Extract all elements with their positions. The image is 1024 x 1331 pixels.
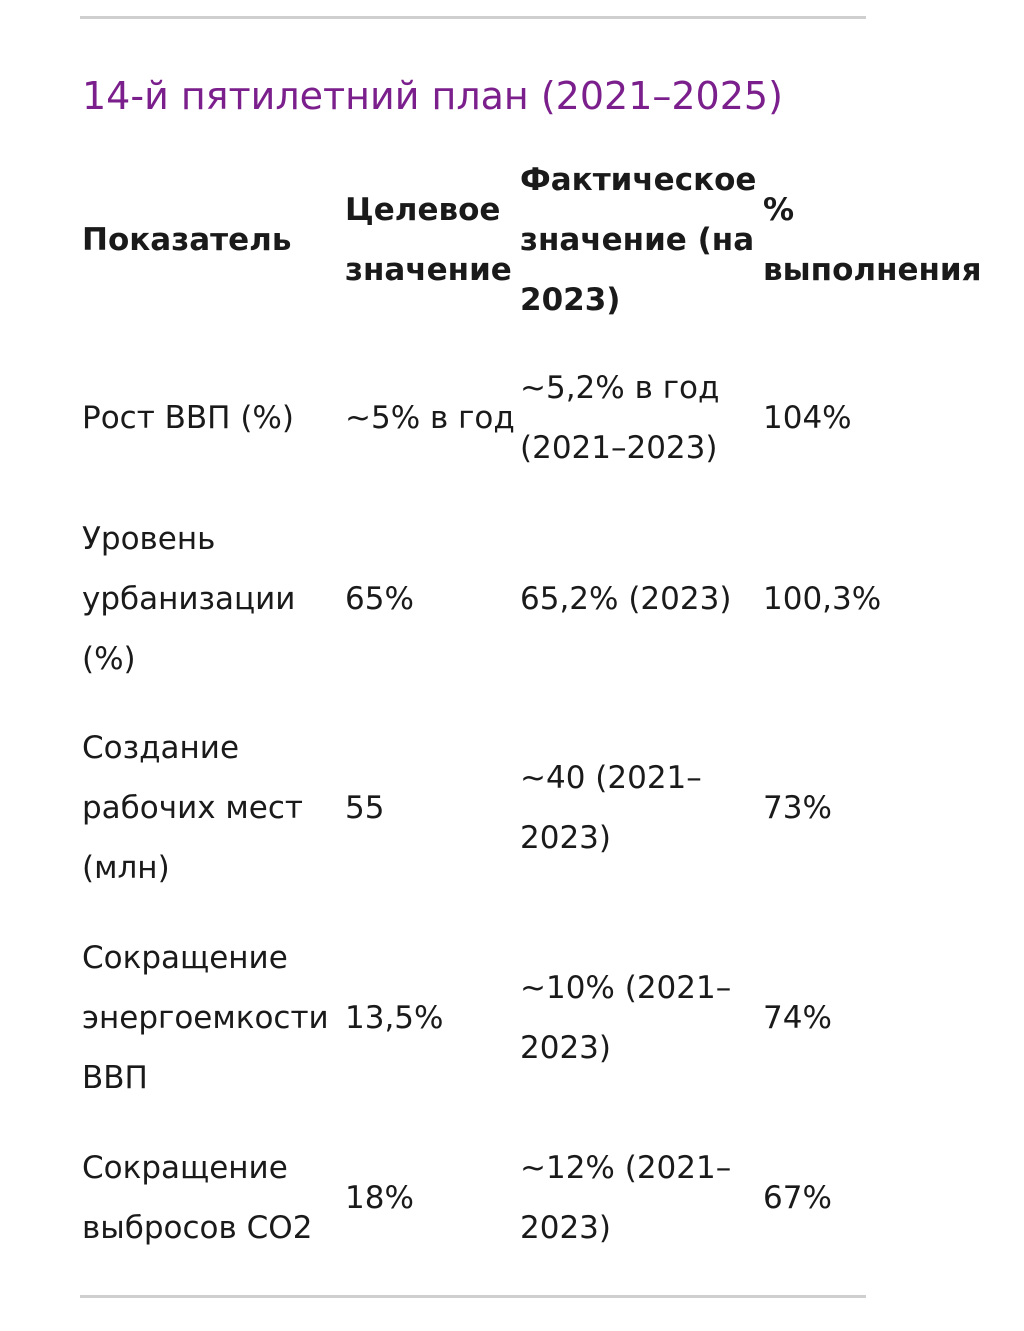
row-1-indicator: Рост ВВП (%) — [82, 400, 294, 436]
top-divider — [80, 16, 866, 19]
row-4-target: 13,5% — [345, 1000, 444, 1036]
bottom-divider — [80, 1295, 866, 1298]
header-target: Целевое значение — [345, 192, 512, 288]
row-4-indicator: Сокращение энергоемкости ВВП — [82, 940, 329, 1096]
row-4-completion: 74% — [763, 1000, 832, 1036]
row-2-completion: 100,3% — [763, 581, 882, 617]
table-title: 14-й пятилетний план (2021–2025) — [82, 74, 783, 118]
row-2-target: 65% — [345, 581, 414, 617]
row-3-target: 55 — [345, 790, 385, 826]
row-5-completion: 67% — [763, 1180, 832, 1216]
row-1-completion: 104% — [763, 400, 852, 436]
header-completion: % выполнения — [763, 192, 982, 288]
row-5-indicator: Сокращение выбросов CO2 — [82, 1150, 313, 1246]
row-2-actual: 65,2% (2023) — [520, 581, 732, 617]
row-3-completion: 73% — [763, 790, 832, 826]
row-1-actual: ~5,2% в год (2021–2023) — [520, 370, 720, 466]
row-3-actual: ~40 (2021–2023) — [520, 760, 702, 856]
row-5-target: 18% — [345, 1180, 414, 1216]
row-2-indicator: Уровень урбанизации (%) — [82, 521, 296, 677]
row-4-actual: ~10% (2021–2023) — [520, 970, 732, 1066]
row-1-target: ~5% в год — [345, 400, 515, 436]
row-5-actual: ~12% (2021–2023) — [520, 1150, 732, 1246]
row-3-indicator: Создание рабочих мест (млн) — [82, 730, 303, 886]
header-indicator: Показатель — [82, 222, 292, 258]
header-actual: Фактическое значение (на 2023) — [520, 162, 757, 318]
